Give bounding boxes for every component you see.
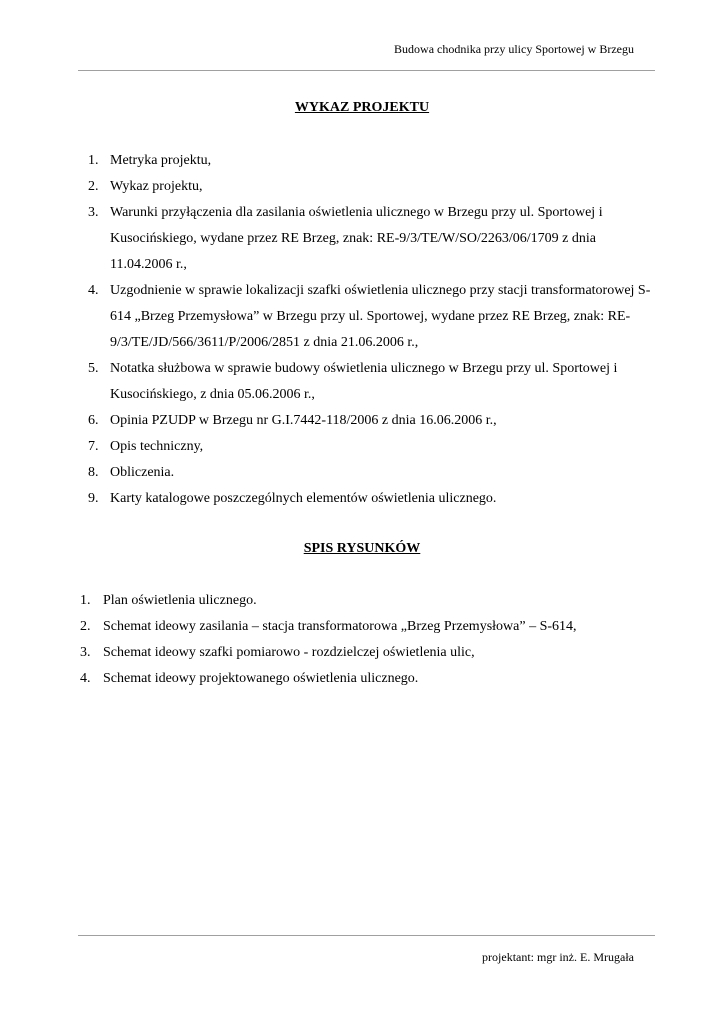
section-title-wykaz-projektu: WYKAZ PROJEKTU [294,100,430,115]
list-item-text: Schemat ideowy szafki pomiarowo - rozdzielczej oświetlenia ulic, [103,645,475,660]
list-item-text: Uzgodnienie w sprawie lokalizacji szafki oświetlenia ulicznego przy stacji transformatorowej S-614 „Brzeg Przemysłowa” w Brzegu przy ul. Sportowej, wydane przez RE Brzeg, znak: RE-9/3/TE/JD/566/3611/P/2006/2851 z dnia 21.06.2006 r., [110,283,651,350]
page-header: Budowa chodnika przy ulicy Sportowej w Brzegu [394,42,634,56]
list-item [80,588,660,614]
list-item-text: Warunki przyłączenia dla zasilania oświetlenia ulicznego w Brzegu przy ul. Sportowej i Kusocińskiego, wydane przez RE Brzeg, znak: RE-9/3/TE/W/SO/2263/06/1709 z dnia 11.04.2006 r., [110,205,603,272]
list-item-text: Schemat ideowy projektowanego oświetlenia ulicznego. [103,671,419,686]
list-item-text: Metryka projektu, [110,153,212,168]
project-contents-list [88,148,658,512]
list-item-text: Notatka służbowa w sprawie budowy oświetlenia ulicznego w Brzegu przy ul. Sportowej i Kusocińskiego, z dnia 05.06.2006 r., [110,361,618,402]
list-item-number: 6. [88,413,99,428]
list-item-number: 3. [80,645,91,660]
footer-divider [78,935,655,936]
list-item [88,148,658,174]
list-item-text: Opinia PZUDP w Brzegu nr G.I.7442-118/2006 z dnia 16.06.2006 r., [110,413,497,428]
list-item [80,666,660,692]
list-item-number: 3. [88,205,99,220]
list-item [88,460,658,486]
list-item-number: 8. [88,465,99,480]
list-item-number: 1. [88,153,99,168]
list-item-text: Wykaz projektu, [110,179,203,194]
list-item-number: 2. [80,619,91,634]
page-footer: projektant: mgr inż. E. Mrugała [482,950,634,964]
list-item [80,640,660,666]
header-divider [78,70,655,71]
list-item [88,278,658,356]
list-item-text: Opis techniczny, [110,439,204,454]
list-item [80,614,660,640]
list-item-number: 4. [80,671,91,686]
list-item-number: 9. [88,491,99,506]
list-item-text: Plan oświetlenia ulicznego. [103,593,257,608]
list-item-number: 4. [88,283,99,298]
list-item [88,408,658,434]
list-item [88,434,658,460]
list-item-number: 7. [88,439,99,454]
list-item-number: 2. [88,179,99,194]
list-item-text: Obliczenia. [110,465,175,480]
list-item-text: Schemat ideowy zasilania – stacja transformatorowa „Brzeg Przemysłowa” – S-614, [103,619,577,634]
list-item-number: 5. [88,361,99,376]
list-item [88,174,658,200]
list-item-number: 1. [80,593,91,608]
list-item-text: Karty katalogowe poszczególnych elementów oświetlenia ulicznego. [110,491,497,506]
list-item [88,486,658,512]
list-item [88,356,658,408]
section-title-spis-rysunkow: SPIS RYSUNKÓW [303,541,421,556]
drawings-list [80,588,660,692]
list-item [88,200,658,278]
